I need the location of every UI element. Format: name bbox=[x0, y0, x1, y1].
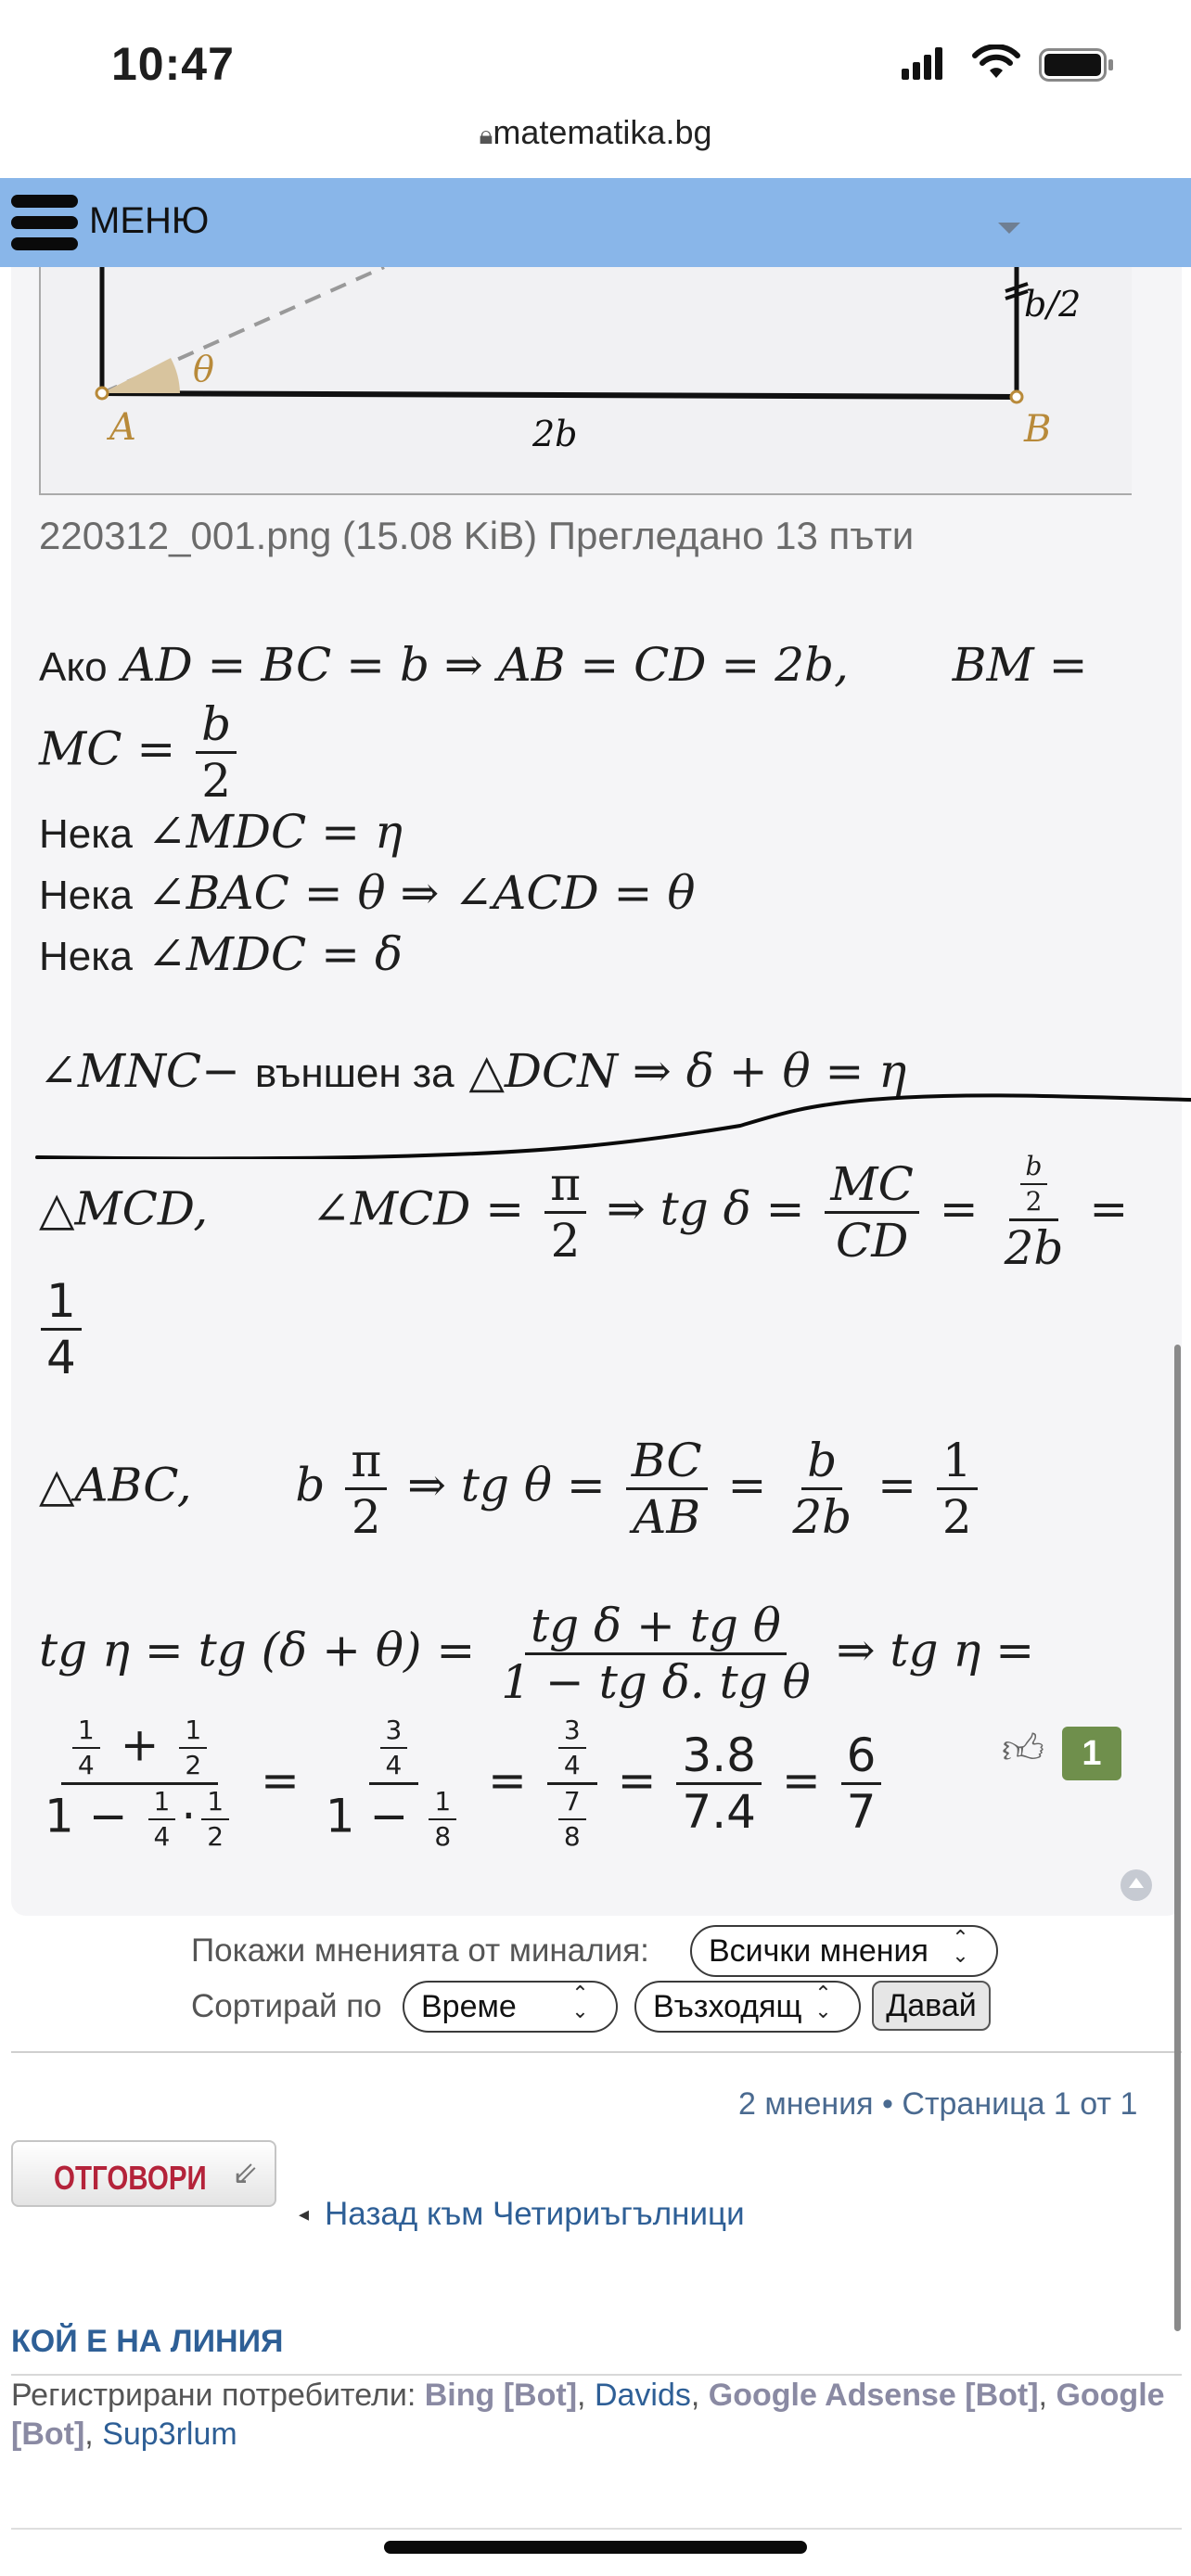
math-line-1: Ако AD = BC = b ⇒ AB = CD = 2b, BM = bbox=[39, 638, 1088, 692]
sort-key-select[interactable] bbox=[403, 1981, 618, 2033]
sort-key-value: Време bbox=[421, 1989, 517, 2024]
math-line-7: △MCD, ∠MCD = $\frac{\pi}{2}$ ⇒ tg δ = $\frac{MC}{CD}$ = $\frac{\frac{b}{2}}{2b}$ = bbox=[39, 1151, 1129, 1275]
user-link[interactable]: Sup3rlum bbox=[102, 2417, 237, 2452]
math-line-10: tg η = tg (δ + θ) = $\frac{\text{tg δ + tg θ}}{\text{1 − tg δ. tg θ}}$ ⇒ tg η = bbox=[39, 1599, 1035, 1709]
attachment-caption: 220312_001.png (15.08 KiB) Прегледано 13 пъти bbox=[39, 514, 915, 557]
side-label-bottom: 2b bbox=[532, 414, 578, 454]
angle-label-theta: θ bbox=[193, 349, 214, 389]
math-line-4: Нека ∠BAC = θ ⇒ ∠ACD = θ bbox=[39, 866, 696, 920]
user-link[interactable]: Google Adsense [Bot] bbox=[708, 2378, 1039, 2413]
divider bbox=[11, 2528, 1182, 2530]
back-chevron-icon: ◂ bbox=[299, 2203, 310, 2226]
show-posts-select[interactable] bbox=[690, 1925, 998, 1977]
math-line-9: △ABC, b $\frac{\pi}{2}$ ⇒ tg θ = $\frac{BC}{AB}$ = $\frac{b}{2b}$ = $\frac{1}{2}$ bbox=[39, 1437, 983, 1540]
who-is-online-heading: КОЙ Е НА ЛИНИЯ bbox=[11, 2324, 284, 2359]
status-time: 10:47 bbox=[111, 38, 235, 90]
handwritten-divider bbox=[35, 1085, 1191, 1163]
divider bbox=[11, 2051, 1182, 2053]
home-indicator[interactable] bbox=[384, 2541, 807, 2554]
math-line-8: $\frac{1}{4}$ bbox=[35, 1278, 87, 1381]
url-text: matematika.bg bbox=[493, 113, 712, 151]
vertex-label-b: B bbox=[1024, 408, 1052, 451]
reply-label: ОТГОВОРИ bbox=[54, 2159, 207, 2197]
sort-order-select[interactable] bbox=[634, 1981, 861, 2033]
online-users-prefix: Регистрирани потребители: bbox=[11, 2378, 416, 2413]
reply-arrow-icon: ⇙ bbox=[232, 2155, 259, 2192]
go-button[interactable]: Давай bbox=[872, 1981, 991, 2031]
lock-icon: 🔒︎ bbox=[479, 121, 493, 149]
menu-bar[interactable] bbox=[0, 178, 1191, 267]
signal-icon bbox=[902, 46, 944, 83]
hamburger-icon[interactable] bbox=[11, 189, 78, 256]
sort-by-label: Сортирай по bbox=[191, 1988, 382, 2024]
wifi-icon bbox=[972, 45, 1020, 83]
math-line-5: Нека ∠MDC = δ bbox=[39, 927, 403, 981]
caret-down-icon[interactable] bbox=[998, 223, 1020, 234]
user-link[interactable]: Google [Bot] bbox=[11, 2378, 1165, 2452]
side-label-right: b/2 bbox=[1024, 284, 1082, 325]
attachment-image[interactable] bbox=[39, 267, 1132, 495]
user-link[interactable]: Davids bbox=[594, 2378, 691, 2413]
address-bar[interactable] bbox=[0, 113, 1191, 152]
scrollbar[interactable] bbox=[1174, 1345, 1181, 2331]
online-users-list: Регистрирани потребители: Bing [Bot], Davids, Google Adsense [Bot], Google [Bot], Sup3rlum bbox=[11, 2378, 1165, 2452]
math-line-6: ∠MNC− външен за △DCN ⇒ δ + θ = η bbox=[39, 1044, 907, 1098]
thumbs-up-icon[interactable]: 👍︎ bbox=[1002, 1726, 1044, 1773]
reply-button[interactable] bbox=[11, 2140, 276, 2207]
like-count-badge: 1 bbox=[1062, 1727, 1121, 1780]
show-posts-value: Всички мнения bbox=[709, 1933, 928, 1969]
user-link[interactable]: Bing [Bot] bbox=[424, 2378, 578, 2413]
math-line-3: Нека ∠MDC = η bbox=[39, 805, 403, 859]
status-bar bbox=[0, 0, 1191, 151]
back-to-top-icon[interactable] bbox=[1121, 1869, 1152, 1901]
battery-icon bbox=[1039, 48, 1115, 85]
pagination-info: 2 мнения • Страница 1 от 1 bbox=[738, 2086, 1138, 2122]
vertex-label-a: A bbox=[109, 406, 136, 449]
math-line-2: MC = $\frac{b}{2}$ bbox=[39, 701, 242, 804]
menu-label[interactable]: МЕНЮ bbox=[89, 200, 210, 241]
show-posts-label: Покажи мненията от миналия: bbox=[191, 1932, 649, 1969]
back-to-forum-link[interactable]: Назад към Четириъгълници bbox=[325, 2196, 745, 2232]
sort-order-value: Възходящ bbox=[653, 1989, 802, 2024]
math-line-11: $\frac{1}{4}$ + $\frac{1}{2}$ 1 − $\frac{1}{4}$ · $\frac{1}{2}$ = $\frac{3}{4}$ 1 − $\frac{1}{8}$ = $\frac{\frac{3}{4}}{\frac{7}{8}}$ = $\frac{3.8}{7.4}$ = $\frac{6}{7}$ bbox=[33, 1717, 887, 1850]
